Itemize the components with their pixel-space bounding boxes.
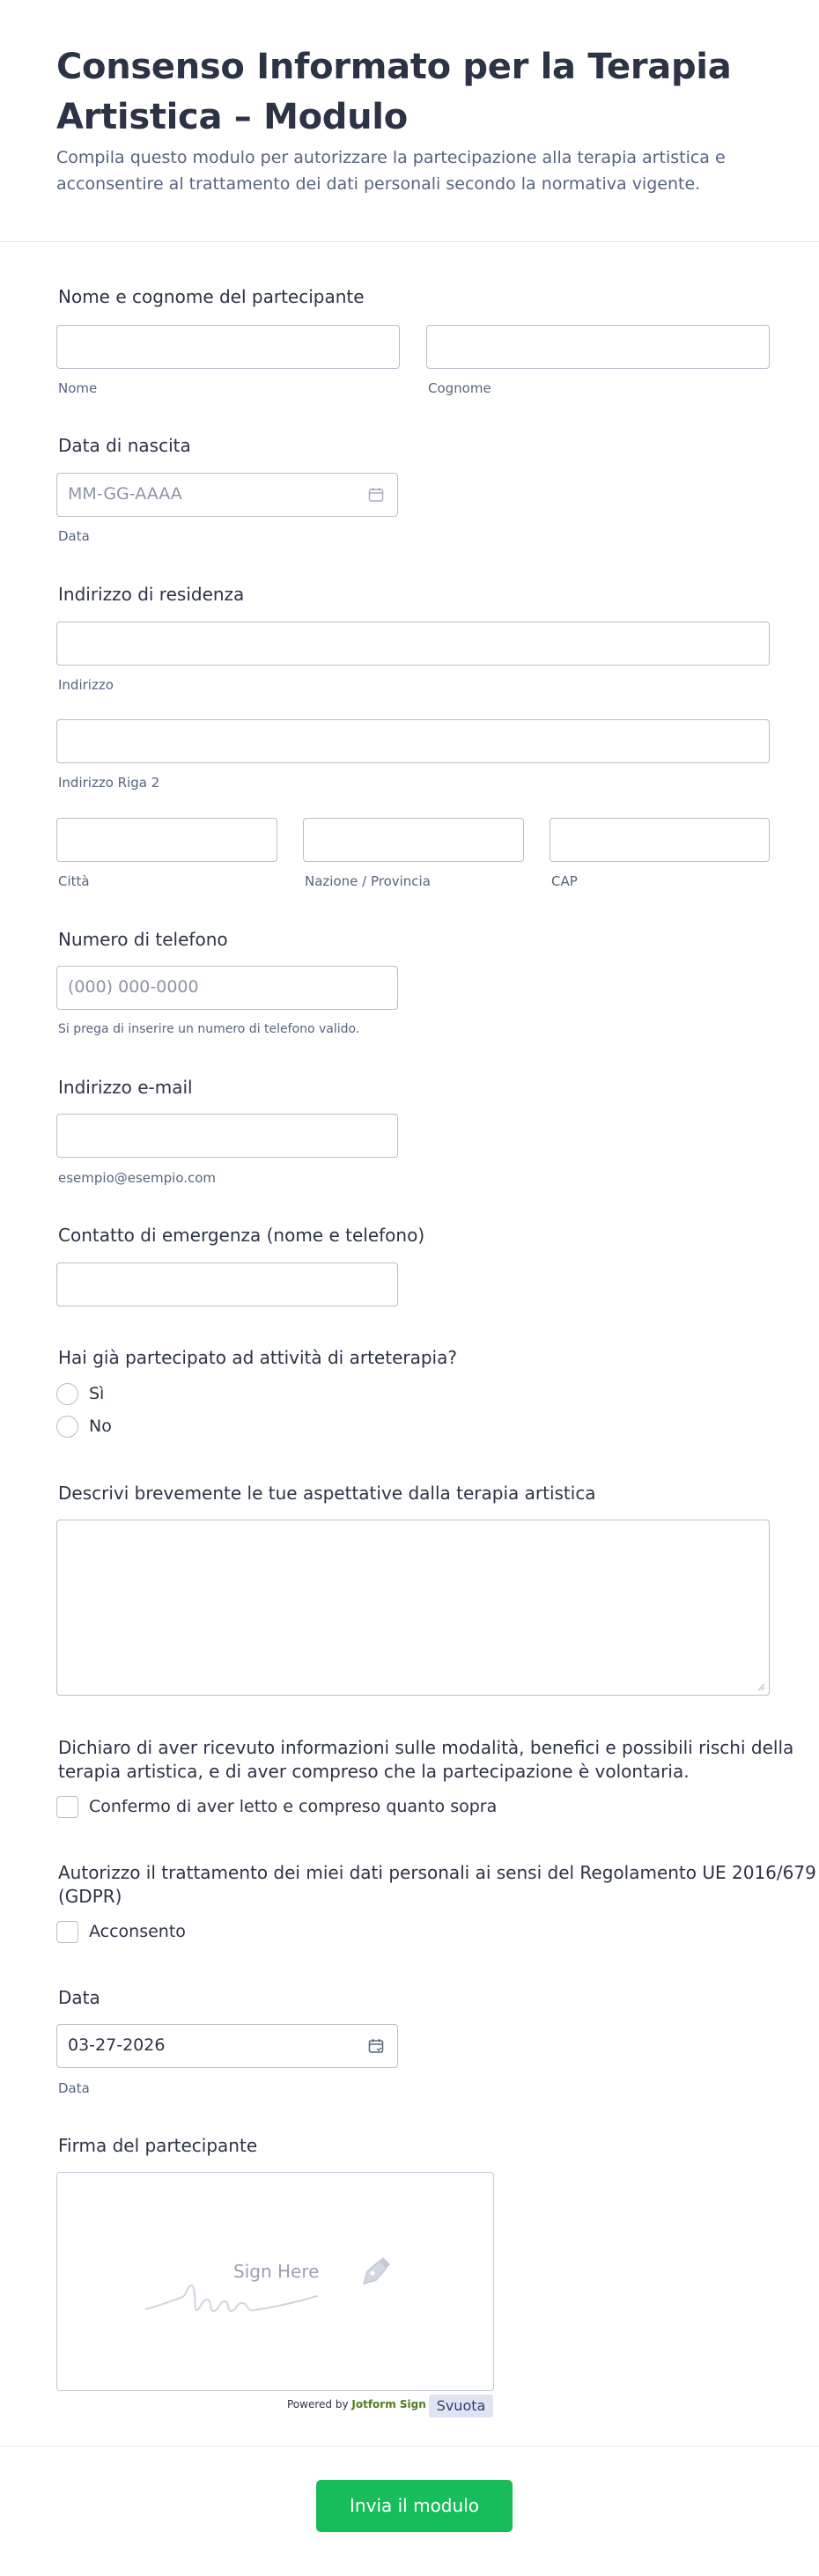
calendar-icon[interactable]	[367, 486, 385, 504]
phone-label: Numero di telefono	[58, 929, 228, 950]
clear-signature-button[interactable]: Svuota	[429, 2395, 493, 2418]
zip-sublabel: CAP	[551, 873, 578, 889]
resize-handle-icon[interactable]	[756, 1682, 765, 1691]
date-sublabel: Data	[58, 2080, 90, 2096]
emergency-label: Contatto di emergenza (nome e telefono)	[58, 1225, 425, 1246]
jotform-sign-brand[interactable]: Jotform Sign	[351, 2398, 426, 2410]
phone-placeholder: (000) 000-0000	[68, 977, 199, 997]
date-input[interactable]	[56, 2024, 398, 2068]
email-sublabel: esempio@esempio.com	[58, 1170, 217, 1186]
date-value: 03-27-2026	[68, 2035, 166, 2055]
radio-yes[interactable]	[56, 1383, 78, 1405]
address-line1-input[interactable]	[56, 622, 770, 666]
email-label: Indirizzo e-mail	[58, 1077, 193, 1098]
dob-placeholder: MM-GG-AAAA	[68, 484, 182, 504]
phone-input[interactable]	[56, 966, 398, 1010]
gdpr-checkbox[interactable]	[56, 1921, 78, 1943]
address-line2-sublabel: Indirizzo Riga 2	[58, 775, 160, 791]
form-description: Compila questo modulo per autorizzare la partecipazione alla terapia artistica e acconsentire al trattamento dei dati personali secondo la normativa vigente.	[56, 148, 726, 194]
radio-yes-label[interactable]: Sì	[89, 1384, 105, 1403]
signature-label: Firma del partecipante	[58, 2135, 258, 2156]
gdpr-label: Autorizzo il trattamento dei miei dati personali ai sensi del Regolamento UE 2016/679 (GDPR)	[58, 1862, 816, 1907]
name-label: Nome e cognome del partecipante	[58, 286, 365, 307]
submit-button[interactable]: Invia il modulo	[316, 2480, 513, 2532]
prior-label: Hai già partecipato ad attività di arteterapia?	[58, 1347, 457, 1368]
city-input[interactable]	[56, 818, 277, 862]
declaration-label: Dichiaro di aver ricevuto informazioni sulle modalità, benefici e possibili rischi della terapia artistica, e di aver compreso che la partecipazione è volontaria.	[58, 1737, 794, 1782]
signature-pad[interactable]	[56, 2172, 494, 2391]
footer-divider	[0, 2446, 819, 2447]
state-input[interactable]	[303, 818, 524, 862]
address-line1-sublabel: Indirizzo	[58, 677, 114, 693]
expectations-label: Descrivi brevemente le tue aspettative dalla terapia artistica	[58, 1483, 596, 1504]
powered-by: Powered by Jotform Sign	[287, 2398, 426, 2410]
form-header	[0, 0, 819, 242]
pen-icon	[357, 2252, 395, 2291]
zip-input[interactable]	[550, 818, 770, 862]
first-name-input[interactable]	[56, 325, 400, 369]
calendar-icon[interactable]	[367, 2037, 385, 2055]
radio-no-label[interactable]: No	[89, 1417, 112, 1436]
emergency-input[interactable]	[56, 1262, 398, 1306]
state-sublabel: Nazione / Provincia	[305, 873, 431, 889]
declaration-checkbox[interactable]	[56, 1796, 78, 1818]
dob-label: Data di nascita	[58, 435, 191, 456]
expectations-textarea[interactable]	[56, 1520, 770, 1696]
gdpr-option-label[interactable]: Acconsento	[89, 1922, 186, 1941]
email-input[interactable]	[56, 1114, 398, 1158]
dob-input[interactable]	[56, 473, 398, 517]
last-name-sublabel: Cognome	[428, 380, 491, 396]
radio-no[interactable]	[56, 1416, 78, 1438]
address-label: Indirizzo di residenza	[58, 584, 245, 605]
form-title: Consenso Informato per la Terapia Artistica – Modulo	[56, 47, 732, 137]
dob-sublabel: Data	[58, 528, 90, 544]
first-name-sublabel: Nome	[58, 380, 98, 396]
phone-sublabel: Si prega di inserire un numero di telefono valido.	[58, 1022, 360, 1036]
signature-placeholder: Sign Here	[233, 2261, 320, 2282]
last-name-input[interactable]	[426, 325, 770, 369]
declaration-option-label[interactable]: Confermo di aver letto e compreso quanto sopra	[89, 1797, 498, 1816]
date-label: Data	[58, 1987, 100, 2008]
address-line2-input[interactable]	[56, 719, 770, 763]
city-sublabel: Città	[58, 873, 90, 889]
